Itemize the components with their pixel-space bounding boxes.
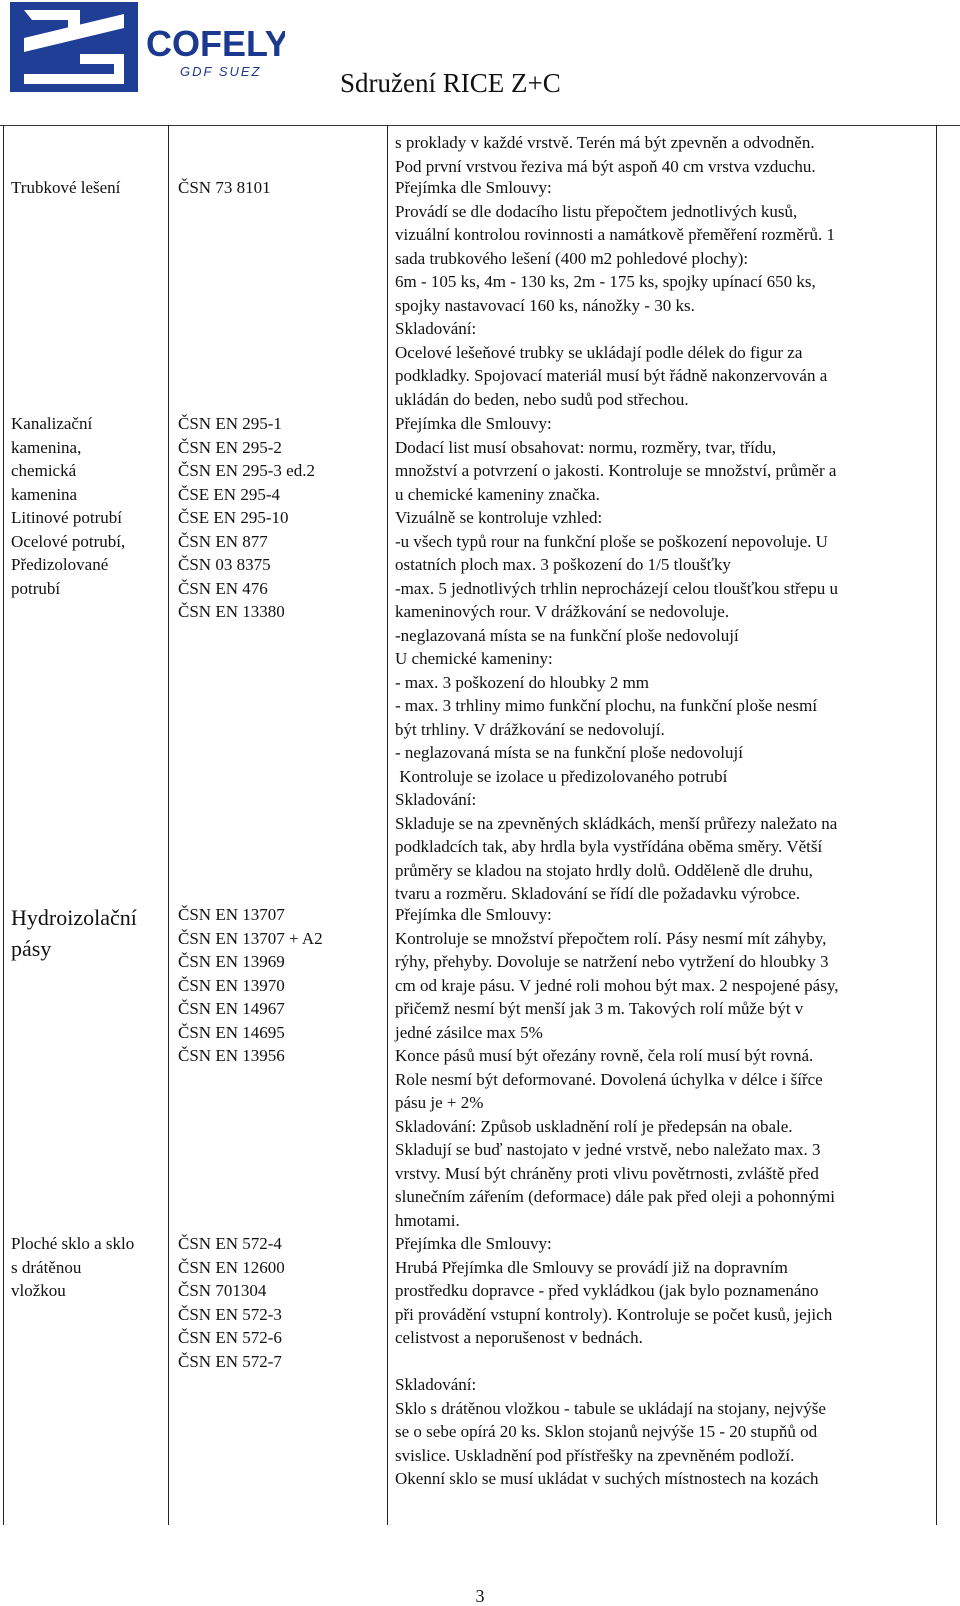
text-line: Kontroluje se množství přepočtem rolí. Pásy nesmí mít záhyby, (395, 928, 827, 948)
norm-line: ČSN EN 14967 (178, 999, 285, 1018)
text-line: - max. 3 trhliny mimo funkční plochu, na funkční ploše nesmí (395, 696, 818, 715)
norm-line: ČSN EN 476 (178, 578, 268, 598)
row-norms-ploche-sklo (178, 1232, 285, 1373)
text-line: Hrubá Přejímka dle Smlouvy se provádí již na dopravním (395, 1257, 788, 1277)
text-line: prostředku dopravce - před vykládkou (jak bylo poznamenáno (395, 1281, 819, 1300)
text-line: Ocelové lešeňové trubky se ukládají podle délek do figur za (395, 342, 803, 362)
text-line: -max. 5 jednotlivých trhlin neprocházejí celou tloušťkou střepu u (395, 578, 839, 598)
text-line: Role nesmí být deformované. Dovolená úchylka v délce i šířce (395, 1069, 823, 1089)
text-line: průměry se kladou na stojato hrdly dolů. Odděleně dle druhu, (395, 860, 813, 880)
name-line: Trubkové lešení (11, 178, 121, 197)
text-line: s proklady v každé vrstvě. Terén má být zpevněn a odvodněn. (395, 133, 815, 152)
text-line: Skladování: (395, 1375, 477, 1394)
norm-line: ČSN EN 295-1 (178, 414, 282, 433)
text-line: Sklo s drátěnou vložkou - tabule se ukládají na stojany, nejvýše (395, 1398, 826, 1418)
norm-line: ČSN EN 13956 (178, 1046, 285, 1065)
norm-line: ČSE EN 295-10 (178, 508, 289, 527)
norm-line: ČSN EN 572-4 (178, 1234, 282, 1253)
text-line: Přejímka dle Smlouvy: (395, 1234, 552, 1253)
text-line: podkladky. Spojovací materiál musí být řádně nakonzervován a (395, 366, 828, 385)
text-line: spojky nastavovací 160 ks, nánožky - 30 ks. (395, 295, 695, 315)
text-line: množství a potvrzení o jakosti. Kontroluje se množství, průměr a (395, 461, 837, 480)
norm-line: ČSN EN 295-2 (178, 437, 282, 457)
table-border-col1 (168, 125, 169, 1525)
text-line: -u všech typů rour na funkční ploše se poškození nepovoluje. U (395, 531, 828, 551)
text-line: Skladování: (395, 790, 477, 809)
logo-subtext: GDF SUEZ (180, 64, 262, 79)
table-border-left (3, 125, 4, 1525)
name-line: vložkou (11, 1281, 66, 1300)
text-line: jedné zásilce max 5% (395, 1022, 543, 1042)
cofely-logo-graphic (10, 2, 285, 94)
text-line: Skladování: (395, 319, 477, 338)
name-line: Litinové potrubí (11, 508, 122, 527)
name-line: Hydroizolační (11, 905, 137, 930)
norm-line: ČSN EN 572-3 (178, 1304, 282, 1324)
row-name-trubkove-leseni (11, 176, 120, 200)
text-line: se o sebe opírá 20 ks. Sklon stojanů nejvýše 15 - 20 stupňů od (395, 1422, 818, 1441)
text-line: být trhliny. V drážkování se nedovolují. (395, 719, 665, 739)
text-line: pásu je + 2% (395, 1093, 484, 1112)
text-line: Pod první vrstvou řeziva má být aspoň 40 cm vrstva vzduchu. (395, 156, 816, 176)
row-norms-trubkove-leseni (178, 176, 271, 200)
text-line: U chemické kameniny: (395, 649, 553, 668)
text-line: Přejímka dle Smlouvy: (395, 905, 552, 924)
norm-line: ČSN 73 8101 (178, 178, 271, 197)
row-text-ploche-sklo (395, 1232, 832, 1491)
text-line: sada trubkového lešení (400 m2 pohledové plochy): (395, 248, 749, 268)
text-line: Okenní sklo se musí ukládat v suchých místnostech na kozách (395, 1469, 819, 1488)
text-line (395, 1350, 832, 1374)
text-line: tvaru a rozměru. Skladování se řídí dle požadavku výrobce. (395, 884, 801, 903)
name-line: Ocelové potrubí, (11, 531, 126, 551)
row-text-trubkove-leseni (395, 176, 835, 411)
text-line: podkladcích tak, aby hrdla byla vystřídána oběma směry. Větší (395, 837, 823, 856)
text-line: - max. 3 poškození do hloubky 2 mm (395, 672, 650, 692)
norm-line: ČSN EN 295-3 ed.2 (178, 461, 315, 480)
row-name-ploche-sklo (11, 1232, 134, 1303)
text-line: ostatních ploch max. 3 poškození do 1/5 tloušťky (395, 555, 731, 574)
norm-line: ČSN 03 8375 (178, 555, 271, 574)
name-line: pásy (11, 936, 52, 961)
norm-line: ČSE EN 295-4 (178, 484, 280, 504)
name-line: chemická (11, 461, 77, 480)
text-line: hmotami. (395, 1210, 460, 1230)
text-line: - neglazovaná místa se na funkční ploše nedovolují (395, 743, 743, 762)
text-line: 6m - 105 ks, 4m - 130 ks, 2m - 175 ks, spojky upínací 650 ks, (395, 272, 816, 291)
norm-line: ČSN EN 14695 (178, 1022, 285, 1042)
norm-line: ČSN EN 13380 (178, 602, 285, 621)
text-line: Přejímka dle Smlouvy: (395, 178, 552, 197)
text-line: Konce pásů musí být ořezány rovně, čela rolí musí být rovná. (395, 1046, 814, 1065)
text-line: svislice. Uskladnění pod přístřešky na zpevněném podloží. (395, 1445, 795, 1465)
company-logo (10, 2, 285, 94)
name-line: kamenina, (11, 437, 82, 457)
norm-line: ČSN EN 877 (178, 531, 268, 551)
norm-line: ČSN 701304 (178, 1281, 267, 1300)
text-line: Kontroluje se izolace u předizolovaného potrubí (395, 766, 728, 786)
company-name: Sdružení RICE Z+C (340, 68, 561, 98)
text-line: kameninových rour. V drážkování se nedovoluje. (395, 602, 730, 621)
norm-line: ČSN EN 13969 (178, 952, 285, 971)
row-norms-kanalizacni-kamenina (178, 412, 315, 624)
text-line: vrstvy. Musí být chráněny proti vlivu povětrnosti, zvláště před (395, 1163, 819, 1183)
text-line: Přejímka dle Smlouvy: (395, 414, 552, 433)
text-line: -neglazovaná místa se na funkční ploše nedovolují (395, 625, 739, 645)
text-line: Skladuje se na zpevněných skládkách, menší průřezy naležato na (395, 813, 838, 833)
name-line: Předizolované (11, 555, 109, 574)
text-line: při provádění vstupní kontroly). Kontroluje se počet kusů, jejich (395, 1304, 833, 1324)
text-line: cm od kraje pásu. V jedné roli mohou být max. 2 nespojené pásy, (395, 975, 839, 995)
table-border-col2 (387, 125, 388, 1525)
norm-line: ČSN EN 13707 + A2 (178, 928, 323, 948)
row-text-kanalizacni-kamenina (395, 412, 838, 906)
row-name-kanalizacni-kamenina (11, 412, 125, 600)
name-line: potrubí (11, 578, 61, 598)
text-line: u chemické kameniny značka. (395, 484, 600, 504)
text-line: celistvost a neporušenost v bednách. (395, 1328, 643, 1347)
text-line: přičemž nesmí být menší jak 3 m. Takových rolí může být v (395, 999, 804, 1018)
text-line: Dodací list musí obsahovat: normu, rozměry, tvar, třídu, (395, 437, 777, 457)
text-line: Skladují se buď nastojato v jedné vrstvě, nebo naležato max. 3 (395, 1140, 821, 1159)
text-line: Skladování: Způsob uskladnění rolí je předepsán na obale. (395, 1116, 793, 1136)
text-line: Vizuálně se kontroluje vzhled: (395, 508, 603, 527)
name-line: Kanalizační (11, 414, 93, 433)
logo-text: COFELY (146, 23, 285, 64)
table-border-right (936, 125, 937, 1525)
row-name-hydroizolacni-pasy (11, 902, 137, 964)
norm-line: ČSN EN 13970 (178, 975, 285, 995)
name-line: s drátěnou (11, 1257, 82, 1277)
text-line: rýhy, přehyby. Dovoluje se natržení nebo vytržení do hloubky 3 (395, 952, 829, 971)
name-line: Ploché sklo a sklo (11, 1234, 135, 1253)
text-line: vizuální kontrolou rovinnosti a namátkově přeměření rozměrů. 1 (395, 225, 835, 244)
norm-line: ČSN EN 572-6 (178, 1328, 282, 1347)
table-top-border (0, 125, 960, 126)
text-line: Provádí se dle dodacího listu přepočtem jednotlivých kusů, (395, 201, 798, 221)
row-text-hydroizolacni-pasy (395, 903, 839, 1232)
name-line: kamenina (11, 484, 78, 504)
page-number: 3 (475, 1586, 485, 1606)
continued-text (395, 131, 816, 178)
text-line: ukládán do beden, nebo sudů pod střechou. (395, 389, 689, 409)
text-line: slunečním zářením (deformace) dále pak před oleji a pohonnými (395, 1187, 835, 1206)
norm-line: ČSN EN 572-7 (178, 1351, 282, 1371)
norm-line: ČSN EN 13707 (178, 905, 285, 924)
norm-line: ČSN EN 12600 (178, 1257, 285, 1277)
row-norms-hydroizolacni-pasy (178, 903, 323, 1068)
